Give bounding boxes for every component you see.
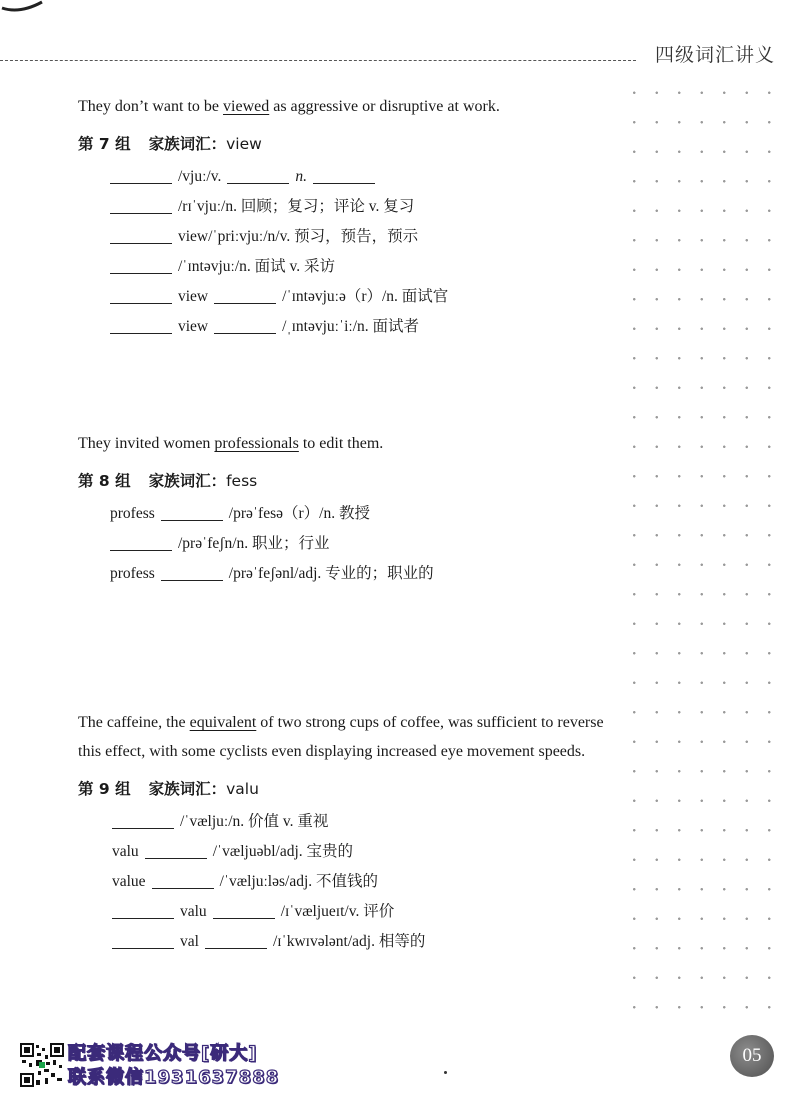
example-sentence: The caffeine, the equivalent of two strong cups of coffee, was sufficient to reverse: [78, 714, 604, 731]
group-title: 第 9 组 家族词汇：valu: [78, 780, 259, 798]
highlighted-word: equivalent: [189, 714, 257, 731]
promo-line-2: 联系微信1931637888: [68, 1067, 280, 1088]
answer-blank: [214, 318, 276, 334]
answer-blank: [110, 198, 172, 214]
group-title: 第 8 组 家族词汇：fess: [78, 472, 258, 490]
answer-blank: [145, 843, 207, 859]
header-divider: [0, 60, 636, 61]
word-entry: view/ˈpriːvjuː/n/v. 预习，预告，预示: [110, 226, 418, 248]
word-entry: valu /ˈvæljuəbl/adj. 宝贵的: [112, 843, 354, 860]
answer-blank: [110, 288, 172, 304]
answer-blank: [152, 873, 214, 889]
word-entry: /ˈɪntəvjuː/n. 面试 v. 采访: [110, 256, 335, 278]
promo-line-1: 配套课程公众号[研大]: [68, 1043, 258, 1064]
answer-blank: [110, 318, 172, 334]
example-sentence: They don’t want to be viewed as aggressive or disruptive at work.: [78, 98, 500, 115]
highlighted-word: viewed: [223, 98, 270, 115]
header-title: 四级词汇讲义: [655, 44, 776, 66]
word-entry: view /ˈɪntəvjuːə（r）/n. 面试官: [110, 286, 448, 308]
answer-blank: [227, 168, 289, 184]
highlighted-word: professionals: [214, 435, 299, 452]
answer-blank: [112, 903, 174, 919]
word-entry: value /ˈvæljuːləs/adj. 不值钱的: [112, 873, 379, 890]
answer-blank: [112, 813, 174, 829]
qr-code-icon[interactable]: [20, 1043, 64, 1087]
answer-blank: [110, 228, 172, 244]
word-entry: /vjuː/v. n.: [110, 166, 375, 188]
answer-blank: [112, 933, 174, 949]
group-title: 第 7 组 家族词汇：view: [78, 135, 262, 153]
promo-banner: [68, 1042, 279, 1090]
answer-blank: [214, 288, 276, 304]
page-number: 05: [742, 1045, 762, 1066]
example-sentence: They invited women professionals to edit them.: [78, 435, 384, 452]
corner-swoosh-mark: [0, 0, 48, 14]
word-entry: /ˈvæljuː/n. 价值 v. 重视: [112, 811, 328, 833]
example-sentence-line2: this effect, with some cyclists even displaying increased eye movement speeds.: [78, 743, 586, 760]
answer-blank: [110, 168, 172, 184]
word-entry: view /ˌɪntəvjuːˈiː/n. 面试者: [110, 316, 419, 338]
answer-blank: [213, 903, 275, 919]
answer-blank: [110, 535, 172, 551]
dot-grid-margin: [618, 72, 788, 1034]
answer-blank: [161, 505, 223, 521]
word-entry: profess /prəˈfeʃənl/adj. 专业的；职业的: [110, 565, 434, 582]
page-speck: [444, 1071, 447, 1074]
word-entry: /prəˈfeʃn/n. 职业；行业: [110, 533, 330, 555]
word-entry: valu /ɪˈvæljueɪt/v. 评价: [112, 901, 394, 923]
answer-blank: [205, 933, 267, 949]
answer-blank: [161, 565, 223, 581]
answer-blank: [313, 168, 375, 184]
answer-blank: [110, 258, 172, 274]
word-entry: /rɪˈvjuː/n. 回顾；复习；评论 v. 复习: [110, 196, 414, 218]
word-entry: profess /prəˈfesə（r）/n. 教授: [110, 505, 370, 522]
word-entry: val /ɪˈkwɪvələnt/adj. 相等的: [112, 931, 425, 953]
